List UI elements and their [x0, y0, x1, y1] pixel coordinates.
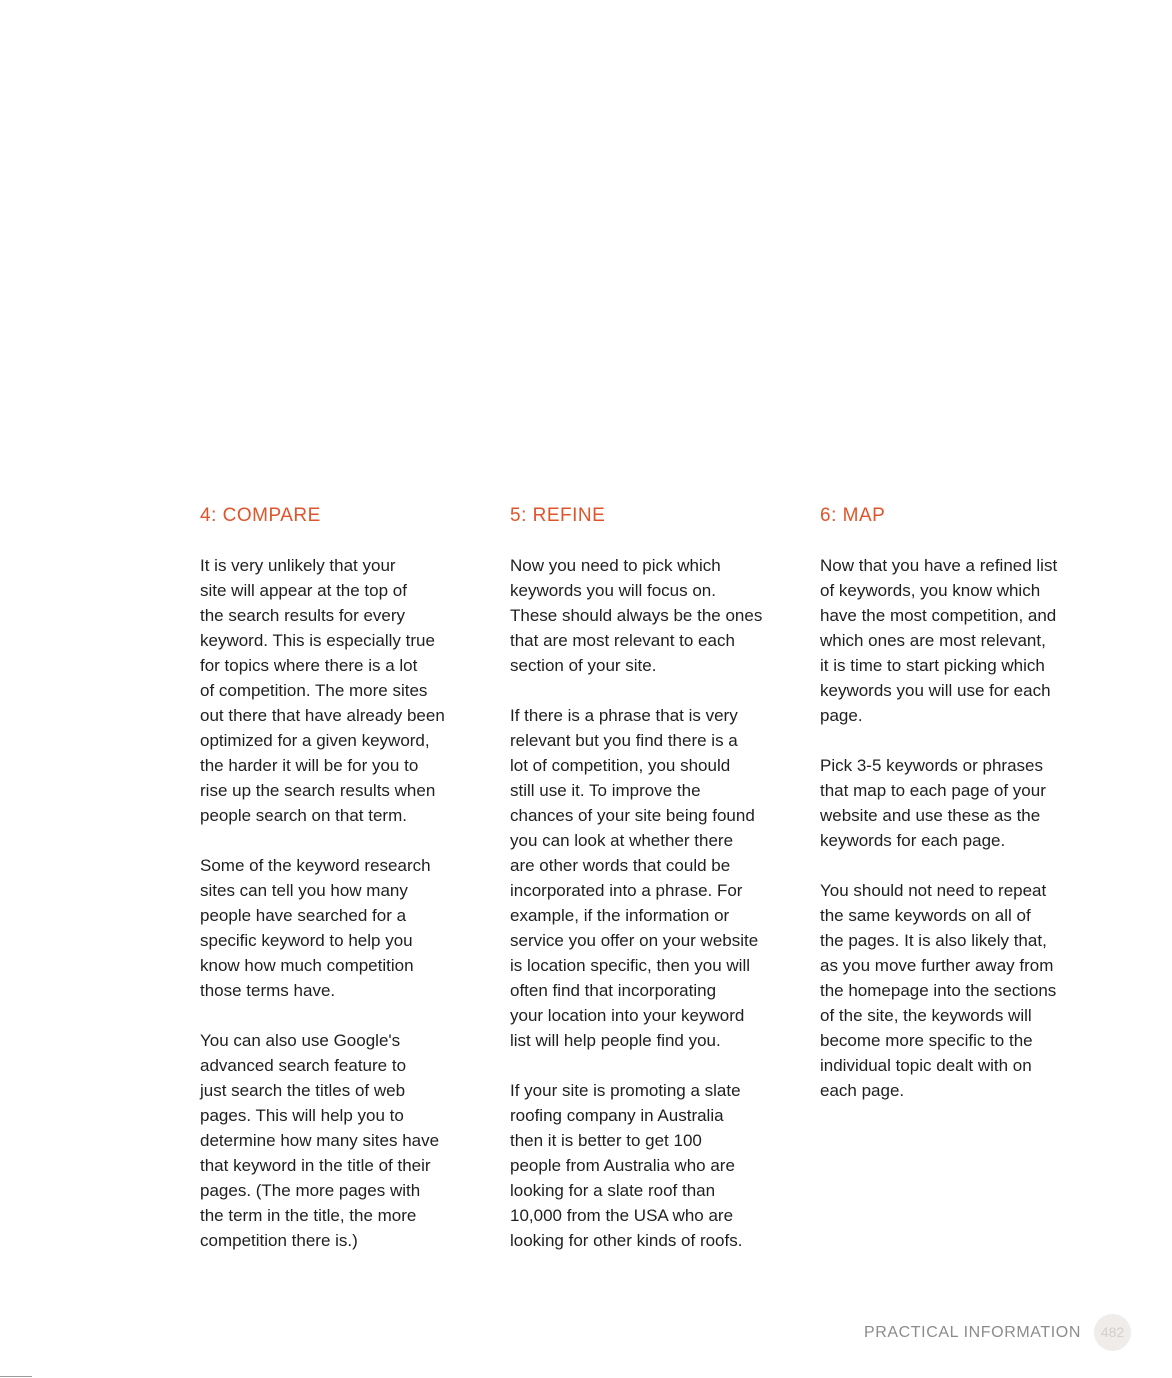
paragraph: It is very unlikely that your site will appear at the top of the search results for every keyword. This is especially true for topics where there is a lot of competition. The more sites out there that have already been optimized for a given keyword, the harder it will be for you to rise up the search results when people search on that term.	[200, 556, 445, 825]
section-heading-compare: 4: COMPARE	[200, 505, 321, 526]
paragraph: If there is a phrase that is very relevant but you find there is a lot of competition, you should still use it. To improve the chances of your site being found you can look at whether there are other words that could be incorporated into a phrase. For example, if the information or service you offer on your website is location specific, then you will often find that incorporating your location into your keyword list will help people find you.	[510, 706, 759, 1050]
column-compare	[200, 502, 462, 1278]
column-refine	[510, 502, 772, 1278]
section-heading-refine: 5: REFINE	[510, 505, 606, 526]
paragraph: If your site is promoting a slate roofing company in Australia then it is better to get 100 people from Australia who are looking for a slate roof than 10,000 from the USA who are looking for other kinds of roofs.	[510, 1081, 743, 1250]
paragraph: Some of the keyword research sites can tell you how many people have searched for a specific keyword to help you know how much competition those terms have.	[200, 856, 431, 1000]
column-map	[820, 502, 1078, 1128]
footer-section-label: PRACTICAL INFORMATION	[863, 1324, 1081, 1341]
paragraph: You should not need to repeat the same keywords on all of the pages. It is also likely that, as you move further away from the homepage into the sections of the site, the keywords will become more specific to the individual topic dealt with on each page.	[820, 881, 1057, 1100]
paragraph: Pick 3-5 keywords or phrases that map to each page of your website and use these as the keywords for each page.	[820, 756, 1046, 850]
corner-divider	[0, 1376, 32, 1377]
paragraph: Now you need to pick which keywords you will focus on. These should always be the ones that are most relevant to each section of your site.	[510, 556, 763, 675]
paragraph: You can also use Google's advanced search feature to just search the titles of web pages. This will help you to determine how many sites have that keyword in the title of their pages. (The more pages with the term in the title, the more competition there is.)	[200, 1031, 440, 1250]
paragraph: Now that you have a refined list of keywords, you know which have the most competition, and which ones are most relevant, it is time to start picking which keywords you will use for each page.	[820, 556, 1058, 725]
section-heading-map: 6: MAP	[820, 505, 886, 526]
page-number-badge: 482	[1094, 1314, 1131, 1351]
